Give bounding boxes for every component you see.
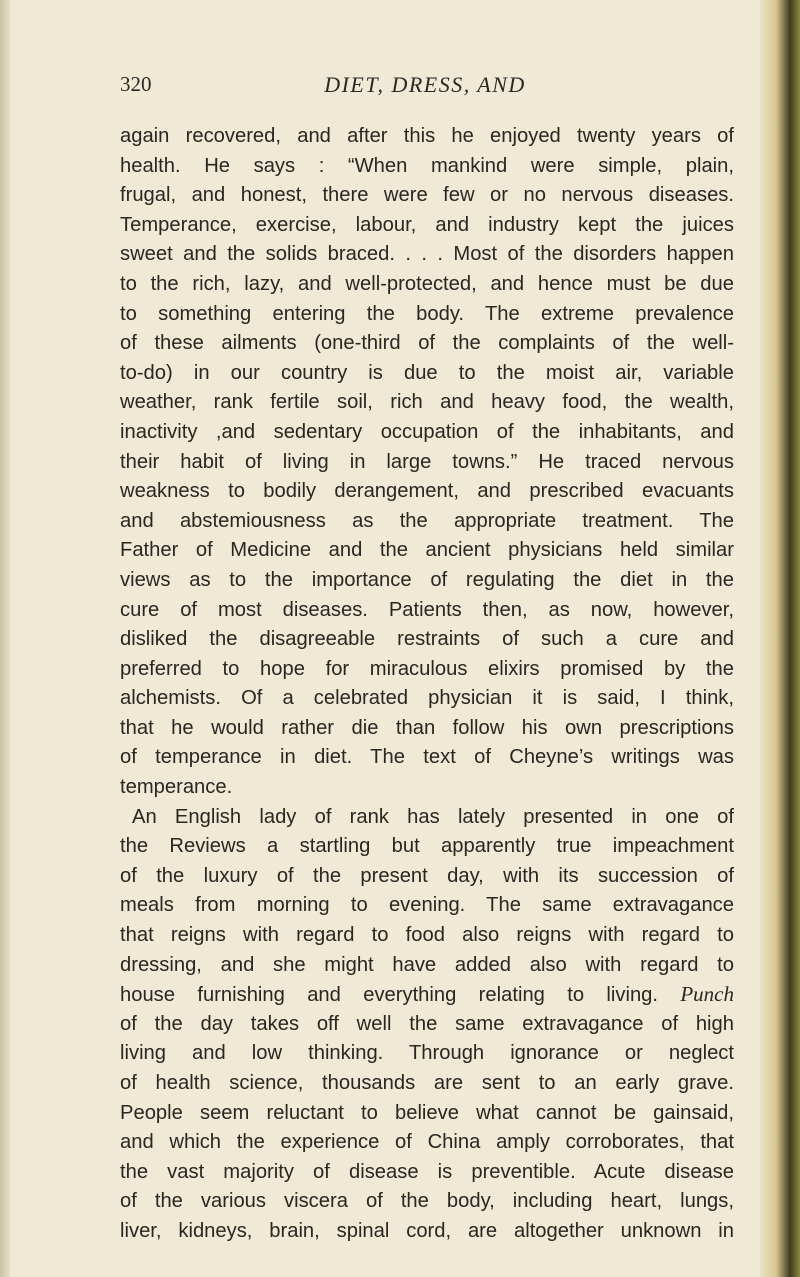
text-line: disliked the disagreeable restraints of such a cure and [120, 628, 734, 651]
text-line: inactivity ,and sedentary occupation of the inhabitants, and [120, 420, 734, 443]
text-line: sweet and the solids braced. . . . Most of the disorders happen [120, 243, 734, 266]
text-line: views as to the importance of regulating the diet in the [120, 568, 734, 591]
text-line: of the various viscera of the body, including heart, lungs, [120, 1190, 734, 1213]
text-line: of the day takes off well the same extravagance of high [120, 1012, 734, 1035]
text-line: preferred to hope for miraculous elixirs promised by the [120, 657, 734, 680]
text-line: An English lady of rank has lately presented in one of [132, 805, 734, 828]
text-line: meals from morning to evening. The same extravagance [120, 894, 734, 917]
text-line: of these ailments (one-third of the complaints of the well- [120, 332, 734, 355]
text-line: their habit of living in large towns.” He traced nervous [120, 450, 734, 473]
text-line: and abstemiousness as the appropriate treatment. The [120, 509, 734, 532]
text-line: again recovered, and after this he enjoyed twenty years of [120, 125, 734, 147]
text-line-with-punch [120, 980, 734, 1010]
running-title: DIET, DRESS, AND [324, 72, 526, 97]
text-line: weather, rank fertile soil, rich and heavy food, the wealth, [120, 391, 734, 414]
text-line: alchemists. Of a celebrated physician it is said, I think, [120, 687, 734, 710]
text-line: liver, kidneys, brain, spinal cord, are altogether unknown in [120, 1219, 734, 1242]
text-line: health. He says : “When mankind were simple, plain, [120, 154, 734, 177]
text-line: to something entering the body. The extreme prevalence [120, 302, 734, 325]
text-line: weakness to bodily derangement, and prescribed evacuants [120, 480, 734, 503]
text-line: of health science, thousands are sent to an early grave. [120, 1072, 734, 1094]
text-line-part: house furnishing and everything relating to living. [120, 984, 659, 1007]
text-line: temperance. [120, 776, 233, 799]
running-head [120, 72, 730, 102]
text-line: of the luxury of the present day, with its succession of [120, 864, 734, 887]
text-line: the Reviews a startling but apparently true impeachment [120, 835, 734, 858]
text-line: and which the experience of China amply corroborates, that [120, 1131, 734, 1154]
text-line: that he would rather die than follow his own prescriptions [120, 716, 734, 739]
text-line: dressing, and she might have added also with regard to [120, 953, 734, 976]
text-line: frugal, and honest, there were few or no nervous diseases. [120, 184, 734, 207]
page-edge-right [760, 0, 800, 1277]
text-line: of temperance in diet. The text of Cheyne’s writings was [120, 746, 734, 769]
text-line: the vast majority of disease is preventible. Acute disease [120, 1160, 734, 1183]
text-line: to-do) in our country is due to the moist air, variable [120, 361, 734, 384]
text-line: Temperance, exercise, labour, and industry kept the juices [120, 213, 734, 236]
text-line: People seem reluctant to believe what cannot be gainsaid, [120, 1101, 734, 1124]
body-text [120, 122, 734, 1247]
text-line: that reigns with regard to food also reigns with regard to [120, 924, 734, 947]
punch-title: Punch [680, 982, 735, 1007]
page-number: 320 [120, 72, 152, 96]
text-line: to the rich, lazy, and well-protected, and hence must be due [120, 272, 734, 295]
text-line: Father of Medicine and the ancient physicians held similar [120, 539, 734, 562]
text-line: cure of most diseases. Patients then, as now, however, [120, 598, 734, 621]
text-line: living and low thinking. Through ignorance or neglect [120, 1042, 734, 1065]
